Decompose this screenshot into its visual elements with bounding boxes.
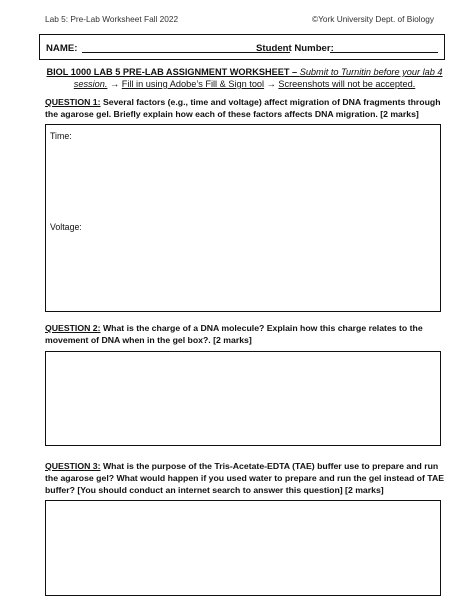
name-label: NAME: <box>46 43 78 54</box>
question-3 <box>45 460 445 496</box>
question-text: What is the charge of a DNA molecule? Explain how this charge relates to the movement of DNA when in the gel box?. [2 marks] <box>45 323 423 345</box>
title-course: BIOL 1000 LAB 5 PRE-LAB ASSIGNMENT WORKSHEET <box>46 67 290 77</box>
question-1 <box>45 96 445 120</box>
student-info-bar <box>39 34 445 60</box>
worksheet-title: BIOL 1000 LAB 5 PRE-LAB ASSIGNMENT WORKSHEET – Submit to Turnitin before your lab 4 session. → Fill in using Adobe’s Fill & Sign tool → Screenshots will not be accepted. <box>46 67 443 89</box>
question-2 <box>45 322 445 346</box>
header-copyright: ©York University Dept. of Biology <box>311 14 434 24</box>
voltage-label: Voltage: <box>50 222 82 232</box>
question-number: QUESTION 3: <box>45 461 101 471</box>
question-number: QUESTION 1: <box>45 97 101 107</box>
arrow-icon: → <box>110 79 120 89</box>
question-number: QUESTION 2: <box>45 323 101 333</box>
answer-box-3[interactable] <box>45 500 441 596</box>
answer-box-2[interactable] <box>45 351 441 446</box>
student-number-label: Student Number: <box>256 43 334 54</box>
header-lab-title: Lab 5: Pre-Lab Worksheet Fall 2022 <box>45 14 179 24</box>
question-text: What is the purpose of the Tris-Acetate-EDTA (TAE) buffer use to prepare and run the agarose gel? What would happen if you used water to prepare and run the gel instead of TAE buffer? [You should conduct an internet search to answer this question] [2 marks] <box>45 461 445 495</box>
title-screenshot-note: Screenshots will not be accepted. <box>278 79 416 89</box>
title-submit-note: Submit to Turnitin before your lab 4 session. <box>73 67 443 89</box>
title-fill-note: Fill in using Adobe’s Fill & Sign tool <box>121 79 265 89</box>
time-label: Time: <box>50 131 72 141</box>
student-number-field[interactable] <box>330 52 438 53</box>
question-text: Several factors (e.g., time and voltage) affect migration of DNA fragments through the agarose gel. Briefly explain how each of these factors affects DNA migration. [2 marks] <box>45 97 441 119</box>
answer-box-1[interactable] <box>45 124 441 312</box>
arrow-icon: → <box>266 79 276 89</box>
